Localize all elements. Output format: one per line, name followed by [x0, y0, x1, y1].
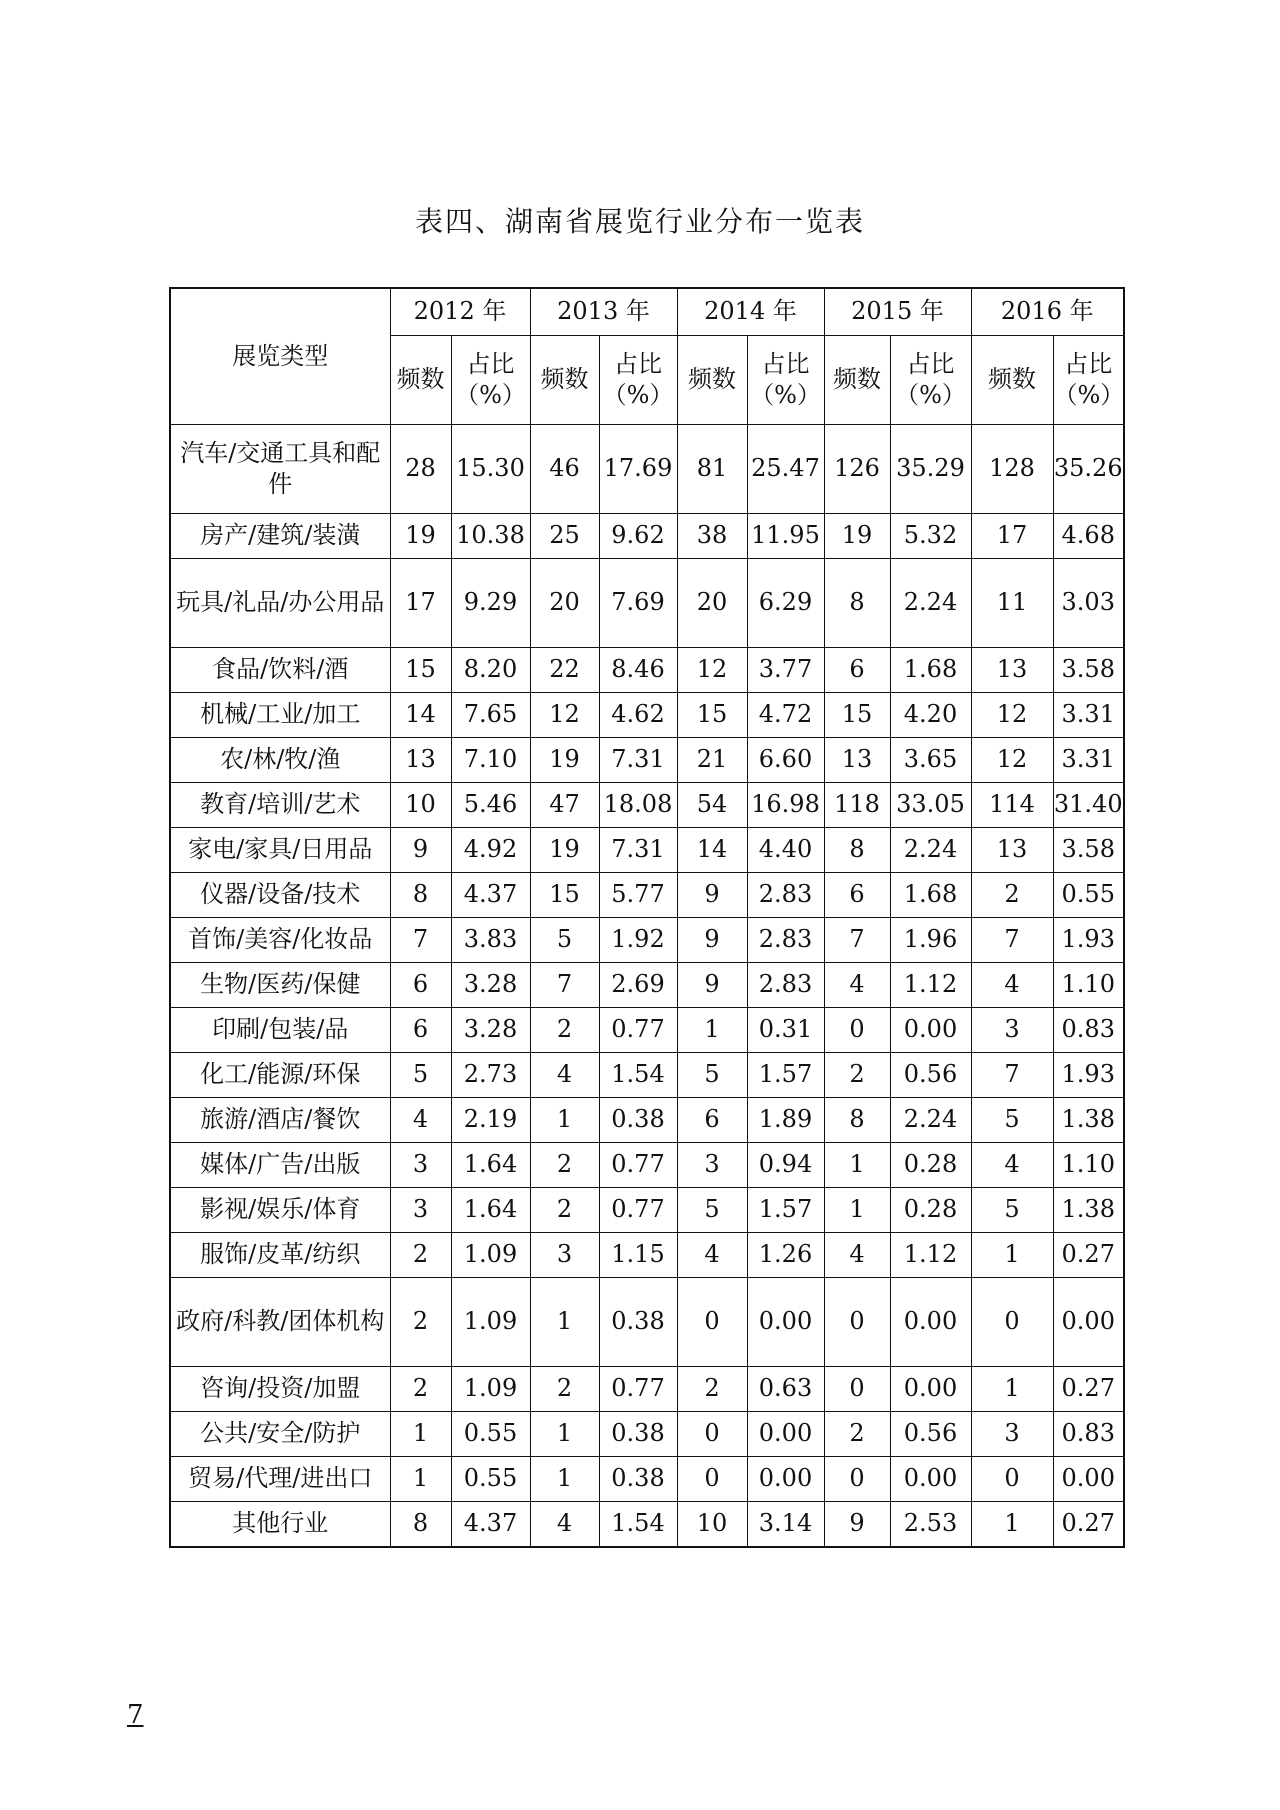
- table-row: [170, 693, 1124, 738]
- percentage-cell: 25.47: [747, 425, 824, 514]
- frequency-cell: 1: [677, 1008, 747, 1053]
- frequency-cell: 47: [530, 783, 599, 828]
- frequency-cell: 2: [677, 1367, 747, 1412]
- row-label: 首饰/美容/化妆品: [170, 918, 390, 963]
- frequency-cell: 8: [390, 1502, 451, 1548]
- frequency-cell: 0: [824, 1367, 890, 1412]
- frequency-cell: 5: [677, 1188, 747, 1233]
- header-percentage: [890, 336, 971, 425]
- frequency-cell: 17: [971, 514, 1053, 559]
- frequency-cell: 4: [824, 1233, 890, 1278]
- frequency-cell: 4: [530, 1502, 599, 1548]
- percentage-cell: 5.77: [599, 873, 677, 918]
- percentage-cell: 0.00: [747, 1412, 824, 1457]
- percentage-cell: 2.83: [747, 873, 824, 918]
- row-label: 咨询/投资/加盟: [170, 1367, 390, 1412]
- frequency-cell: 4: [530, 1053, 599, 1098]
- frequency-cell: 1: [530, 1098, 599, 1143]
- header-year: 2012 年: [390, 288, 530, 336]
- frequency-cell: 2: [390, 1233, 451, 1278]
- table-row: [170, 873, 1124, 918]
- percentage-cell: 2.19: [451, 1098, 530, 1143]
- frequency-cell: 15: [390, 648, 451, 693]
- table-row: [170, 1367, 1124, 1412]
- percentage-cell: 1.64: [451, 1143, 530, 1188]
- table-row: [170, 828, 1124, 873]
- header-percentage-label: 占比: [1064, 349, 1113, 378]
- frequency-cell: 8: [390, 873, 451, 918]
- frequency-cell: 15: [824, 693, 890, 738]
- percentage-cell: 1.10: [1053, 1143, 1124, 1188]
- percentage-cell: 0.00: [1053, 1457, 1124, 1502]
- percentage-cell: 3.58: [1053, 828, 1124, 873]
- percentage-cell: 4.68: [1053, 514, 1124, 559]
- frequency-cell: 9: [677, 963, 747, 1008]
- frequency-cell: 21: [677, 738, 747, 783]
- percentage-cell: 33.05: [890, 783, 971, 828]
- frequency-cell: 2: [971, 873, 1053, 918]
- table-row: [170, 648, 1124, 693]
- frequency-cell: 81: [677, 425, 747, 514]
- percentage-cell: 0.00: [890, 1278, 971, 1367]
- percentage-cell: 2.53: [890, 1502, 971, 1548]
- frequency-cell: 15: [677, 693, 747, 738]
- row-label: 房产/建筑/装潢: [170, 514, 390, 559]
- frequency-cell: 128: [971, 425, 1053, 514]
- frequency-cell: 17: [390, 559, 451, 648]
- percentage-cell: 2.83: [747, 918, 824, 963]
- percentage-cell: 18.08: [599, 783, 677, 828]
- frequency-cell: 0: [824, 1457, 890, 1502]
- percentage-cell: 4.20: [890, 693, 971, 738]
- percentage-cell: 16.98: [747, 783, 824, 828]
- frequency-cell: 46: [530, 425, 599, 514]
- table-row: [170, 1053, 1124, 1098]
- frequency-cell: 7: [971, 918, 1053, 963]
- frequency-cell: 2: [390, 1278, 451, 1367]
- percentage-cell: 0.00: [747, 1278, 824, 1367]
- percentage-cell: 3.28: [451, 1008, 530, 1053]
- frequency-cell: 25: [530, 514, 599, 559]
- frequency-cell: 1: [971, 1367, 1053, 1412]
- row-label: 教育/培训/艺术: [170, 783, 390, 828]
- frequency-cell: 20: [677, 559, 747, 648]
- frequency-cell: 11: [971, 559, 1053, 648]
- table-row: [170, 1098, 1124, 1143]
- percentage-cell: 15.30: [451, 425, 530, 514]
- header-frequency: 频数: [971, 336, 1053, 425]
- percentage-cell: 3.77: [747, 648, 824, 693]
- percentage-cell: 3.83: [451, 918, 530, 963]
- percentage-cell: 0.94: [747, 1143, 824, 1188]
- header-percentage-unit: （%）: [602, 381, 674, 409]
- percentage-cell: 4.72: [747, 693, 824, 738]
- table-row: [170, 1143, 1124, 1188]
- percentage-cell: 1.12: [890, 1233, 971, 1278]
- percentage-cell: 4.40: [747, 828, 824, 873]
- frequency-cell: 20: [530, 559, 599, 648]
- frequency-cell: 13: [971, 828, 1053, 873]
- table-row: [170, 918, 1124, 963]
- percentage-cell: 5.46: [451, 783, 530, 828]
- percentage-cell: 0.56: [890, 1412, 971, 1457]
- frequency-cell: 15: [530, 873, 599, 918]
- frequency-cell: 10: [390, 783, 451, 828]
- header-year: 2014 年: [677, 288, 824, 336]
- row-label: 政府/科教/团体机构: [170, 1278, 390, 1367]
- percentage-cell: 1.96: [890, 918, 971, 963]
- frequency-cell: 1: [390, 1457, 451, 1502]
- row-label: 其他行业: [170, 1502, 390, 1548]
- row-label: 影视/娱乐/体育: [170, 1188, 390, 1233]
- header-percentage-unit: （%）: [750, 381, 821, 409]
- percentage-cell: 3.14: [747, 1502, 824, 1548]
- row-label: 印刷/包装/品: [170, 1008, 390, 1053]
- frequency-cell: 7: [824, 918, 890, 963]
- frequency-cell: 10: [677, 1502, 747, 1548]
- table-row: [170, 738, 1124, 783]
- percentage-cell: 2.69: [599, 963, 677, 1008]
- percentage-cell: 0.00: [1053, 1278, 1124, 1367]
- percentage-cell: 7.69: [599, 559, 677, 648]
- percentage-cell: 4.62: [599, 693, 677, 738]
- frequency-cell: 0: [971, 1457, 1053, 1502]
- frequency-cell: 12: [971, 738, 1053, 783]
- frequency-cell: 1: [824, 1143, 890, 1188]
- percentage-cell: 0.38: [599, 1278, 677, 1367]
- frequency-cell: 8: [824, 1098, 890, 1143]
- percentage-cell: 1.57: [747, 1053, 824, 1098]
- frequency-cell: 3: [971, 1412, 1053, 1457]
- header-percentage: [451, 336, 530, 425]
- percentage-cell: 1.26: [747, 1233, 824, 1278]
- percentage-cell: 8.46: [599, 648, 677, 693]
- frequency-cell: 8: [824, 828, 890, 873]
- table-row: [170, 1502, 1124, 1548]
- frequency-cell: 7: [971, 1053, 1053, 1098]
- percentage-cell: 0.27: [1053, 1233, 1124, 1278]
- row-label: 食品/饮料/酒: [170, 648, 390, 693]
- row-label: 服饰/皮革/纺织: [170, 1233, 390, 1278]
- percentage-cell: 0.77: [599, 1008, 677, 1053]
- frequency-cell: 12: [971, 693, 1053, 738]
- percentage-cell: 0.38: [599, 1412, 677, 1457]
- percentage-cell: 2.83: [747, 963, 824, 1008]
- percentage-cell: 0.56: [890, 1053, 971, 1098]
- percentage-cell: 1.93: [1053, 918, 1124, 963]
- percentage-cell: 0.28: [890, 1188, 971, 1233]
- frequency-cell: 54: [677, 783, 747, 828]
- percentage-cell: 0.77: [599, 1188, 677, 1233]
- percentage-cell: 1.09: [451, 1278, 530, 1367]
- percentage-cell: 3.03: [1053, 559, 1124, 648]
- percentage-cell: 5.32: [890, 514, 971, 559]
- percentage-cell: 1.92: [599, 918, 677, 963]
- row-label: 家电/家具/日用品: [170, 828, 390, 873]
- percentage-cell: 0.31: [747, 1008, 824, 1053]
- percentage-cell: 0.55: [451, 1412, 530, 1457]
- frequency-cell: 0: [824, 1278, 890, 1367]
- frequency-cell: 6: [390, 963, 451, 1008]
- percentage-cell: 0.27: [1053, 1367, 1124, 1412]
- percentage-cell: 31.40: [1053, 783, 1124, 828]
- header-percentage-unit: （%）: [1053, 381, 1125, 409]
- frequency-cell: 2: [530, 1188, 599, 1233]
- frequency-cell: 6: [390, 1008, 451, 1053]
- row-label: 生物/医药/保健: [170, 963, 390, 1008]
- header-year: 2015 年: [824, 288, 971, 336]
- header-frequency: 频数: [530, 336, 599, 425]
- table-row: [170, 1233, 1124, 1278]
- percentage-cell: 1.09: [451, 1367, 530, 1412]
- row-label: 旅游/酒店/餐饮: [170, 1098, 390, 1143]
- frequency-cell: 9: [677, 918, 747, 963]
- percentage-cell: 10.38: [451, 514, 530, 559]
- table-row: [170, 1278, 1124, 1367]
- percentage-cell: 7.31: [599, 738, 677, 783]
- frequency-cell: 4: [971, 1143, 1053, 1188]
- percentage-cell: 0.38: [599, 1098, 677, 1143]
- frequency-cell: 5: [677, 1053, 747, 1098]
- frequency-cell: 8: [824, 559, 890, 648]
- table-row: [170, 559, 1124, 648]
- percentage-cell: 7.10: [451, 738, 530, 783]
- percentage-cell: 0.27: [1053, 1502, 1124, 1548]
- header-percentage-unit: （%）: [895, 381, 966, 409]
- frequency-cell: 4: [677, 1233, 747, 1278]
- frequency-cell: 1: [971, 1502, 1053, 1548]
- percentage-cell: 0.77: [599, 1367, 677, 1412]
- percentage-cell: 2.24: [890, 828, 971, 873]
- frequency-cell: 14: [677, 828, 747, 873]
- percentage-cell: 0.00: [890, 1367, 971, 1412]
- percentage-cell: 1.68: [890, 648, 971, 693]
- frequency-cell: 5: [390, 1053, 451, 1098]
- exhibition-industry-table: [169, 287, 1125, 1548]
- frequency-cell: 13: [971, 648, 1053, 693]
- percentage-cell: 35.26: [1053, 425, 1124, 514]
- percentage-cell: 0.83: [1053, 1008, 1124, 1053]
- frequency-cell: 1: [530, 1278, 599, 1367]
- percentage-cell: 7.65: [451, 693, 530, 738]
- percentage-cell: 1.54: [599, 1053, 677, 1098]
- percentage-cell: 0.00: [747, 1457, 824, 1502]
- percentage-cell: 2.73: [451, 1053, 530, 1098]
- percentage-cell: 1.89: [747, 1098, 824, 1143]
- percentage-cell: 0.83: [1053, 1412, 1124, 1457]
- frequency-cell: 6: [824, 873, 890, 918]
- percentage-cell: 8.20: [451, 648, 530, 693]
- frequency-cell: 2: [530, 1143, 599, 1188]
- frequency-cell: 19: [824, 514, 890, 559]
- percentage-cell: 0.55: [451, 1457, 530, 1502]
- row-label: 农/林/牧/渔: [170, 738, 390, 783]
- percentage-cell: 1.93: [1053, 1053, 1124, 1098]
- frequency-cell: 12: [677, 648, 747, 693]
- percentage-cell: 1.12: [890, 963, 971, 1008]
- table-row: [170, 783, 1124, 828]
- frequency-cell: 0: [971, 1278, 1053, 1367]
- frequency-cell: 4: [390, 1098, 451, 1143]
- header-percentage-label: 占比: [466, 349, 515, 378]
- frequency-cell: 5: [971, 1098, 1053, 1143]
- header-frequency: 频数: [677, 336, 747, 425]
- frequency-cell: 19: [390, 514, 451, 559]
- frequency-cell: 14: [390, 693, 451, 738]
- percentage-cell: 0.28: [890, 1143, 971, 1188]
- table-row: [170, 1188, 1124, 1233]
- frequency-cell: 1: [530, 1412, 599, 1457]
- table-row: [170, 1412, 1124, 1457]
- header-exhibition-type: 展览类型: [170, 288, 390, 425]
- header-year: 2016 年: [971, 288, 1124, 336]
- frequency-cell: 2: [390, 1367, 451, 1412]
- header-frequency: 频数: [824, 336, 890, 425]
- frequency-cell: 1: [824, 1188, 890, 1233]
- frequency-cell: 3: [971, 1008, 1053, 1053]
- row-label: 贸易/代理/进出口: [170, 1457, 390, 1502]
- frequency-cell: 19: [530, 738, 599, 783]
- percentage-cell: 7.31: [599, 828, 677, 873]
- page-title: 表四、湖南省展览行业分布一览表: [414, 205, 865, 238]
- row-label: 汽车/交通工具和配件: [170, 425, 390, 514]
- frequency-cell: 9: [390, 828, 451, 873]
- frequency-cell: 9: [677, 873, 747, 918]
- frequency-cell: 38: [677, 514, 747, 559]
- frequency-cell: 1: [971, 1233, 1053, 1278]
- frequency-cell: 2: [824, 1412, 890, 1457]
- header-percentage-label: 占比: [906, 349, 955, 378]
- row-label: 媒体/广告/出版: [170, 1143, 390, 1188]
- percentage-cell: 1.38: [1053, 1098, 1124, 1143]
- table-row: [170, 425, 1124, 514]
- percentage-cell: 2.24: [890, 559, 971, 648]
- frequency-cell: 4: [824, 963, 890, 1008]
- percentage-cell: 6.60: [747, 738, 824, 783]
- row-label: 机械/工业/加工: [170, 693, 390, 738]
- percentage-cell: 3.31: [1053, 738, 1124, 783]
- percentage-cell: 4.37: [451, 873, 530, 918]
- frequency-cell: 114: [971, 783, 1053, 828]
- frequency-cell: 4: [971, 963, 1053, 1008]
- row-label: 玩具/礼品/办公用品: [170, 559, 390, 648]
- frequency-cell: 6: [824, 648, 890, 693]
- percentage-cell: 3.58: [1053, 648, 1124, 693]
- percentage-cell: 0.00: [890, 1457, 971, 1502]
- percentage-cell: 35.29: [890, 425, 971, 514]
- header-percentage-unit: （%）: [455, 381, 526, 409]
- percentage-cell: 9.62: [599, 514, 677, 559]
- frequency-cell: 0: [677, 1412, 747, 1457]
- table-row: [170, 1457, 1124, 1502]
- percentage-cell: 3.31: [1053, 693, 1124, 738]
- frequency-cell: 3: [390, 1188, 451, 1233]
- frequency-cell: 2: [824, 1053, 890, 1098]
- frequency-cell: 118: [824, 783, 890, 828]
- header-percentage: [599, 336, 677, 425]
- percentage-cell: 2.24: [890, 1098, 971, 1143]
- table-row: [170, 514, 1124, 559]
- frequency-cell: 6: [677, 1098, 747, 1143]
- frequency-cell: 3: [530, 1233, 599, 1278]
- table-row: [170, 963, 1124, 1008]
- percentage-cell: 0.63: [747, 1367, 824, 1412]
- header-percentage-label: 占比: [761, 349, 810, 378]
- frequency-cell: 1: [390, 1412, 451, 1457]
- percentage-cell: 1.15: [599, 1233, 677, 1278]
- frequency-cell: 126: [824, 425, 890, 514]
- frequency-cell: 13: [824, 738, 890, 783]
- frequency-cell: 0: [824, 1008, 890, 1053]
- percentage-cell: 0.77: [599, 1143, 677, 1188]
- percentage-cell: 1.10: [1053, 963, 1124, 1008]
- percentage-cell: 0.55: [1053, 873, 1124, 918]
- frequency-cell: 0: [677, 1278, 747, 1367]
- frequency-cell: 2: [530, 1008, 599, 1053]
- header-percentage-label: 占比: [614, 349, 662, 378]
- row-label: 仪器/设备/技术: [170, 873, 390, 918]
- percentage-cell: 0.00: [890, 1008, 971, 1053]
- frequency-cell: 7: [530, 963, 599, 1008]
- frequency-cell: 2: [530, 1367, 599, 1412]
- percentage-cell: 4.92: [451, 828, 530, 873]
- percentage-cell: 1.38: [1053, 1188, 1124, 1233]
- frequency-cell: 5: [530, 918, 599, 963]
- percentage-cell: 4.37: [451, 1502, 530, 1548]
- percentage-cell: 17.69: [599, 425, 677, 514]
- percentage-cell: 1.64: [451, 1188, 530, 1233]
- percentage-cell: 11.95: [747, 514, 824, 559]
- frequency-cell: 19: [530, 828, 599, 873]
- frequency-cell: 12: [530, 693, 599, 738]
- frequency-cell: 13: [390, 738, 451, 783]
- table-row: [170, 1008, 1124, 1053]
- percentage-cell: 0.38: [599, 1457, 677, 1502]
- page-number: 7: [127, 1700, 144, 1730]
- frequency-cell: 3: [677, 1143, 747, 1188]
- frequency-cell: 28: [390, 425, 451, 514]
- frequency-cell: 1: [530, 1457, 599, 1502]
- header-frequency: 频数: [390, 336, 451, 425]
- percentage-cell: 9.29: [451, 559, 530, 648]
- percentage-cell: 1.54: [599, 1502, 677, 1548]
- row-label: 化工/能源/环保: [170, 1053, 390, 1098]
- header-year: 2013 年: [530, 288, 677, 336]
- frequency-cell: 22: [530, 648, 599, 693]
- row-label: 公共/安全/防护: [170, 1412, 390, 1457]
- frequency-cell: 5: [971, 1188, 1053, 1233]
- frequency-cell: 7: [390, 918, 451, 963]
- frequency-cell: 0: [677, 1457, 747, 1502]
- header-percentage: [1053, 336, 1124, 425]
- percentage-cell: 1.68: [890, 873, 971, 918]
- percentage-cell: 6.29: [747, 559, 824, 648]
- percentage-cell: 3.28: [451, 963, 530, 1008]
- header-percentage: [747, 336, 824, 425]
- percentage-cell: 3.65: [890, 738, 971, 783]
- percentage-cell: 1.09: [451, 1233, 530, 1278]
- frequency-cell: 3: [390, 1143, 451, 1188]
- percentage-cell: 1.57: [747, 1188, 824, 1233]
- frequency-cell: 9: [824, 1502, 890, 1548]
